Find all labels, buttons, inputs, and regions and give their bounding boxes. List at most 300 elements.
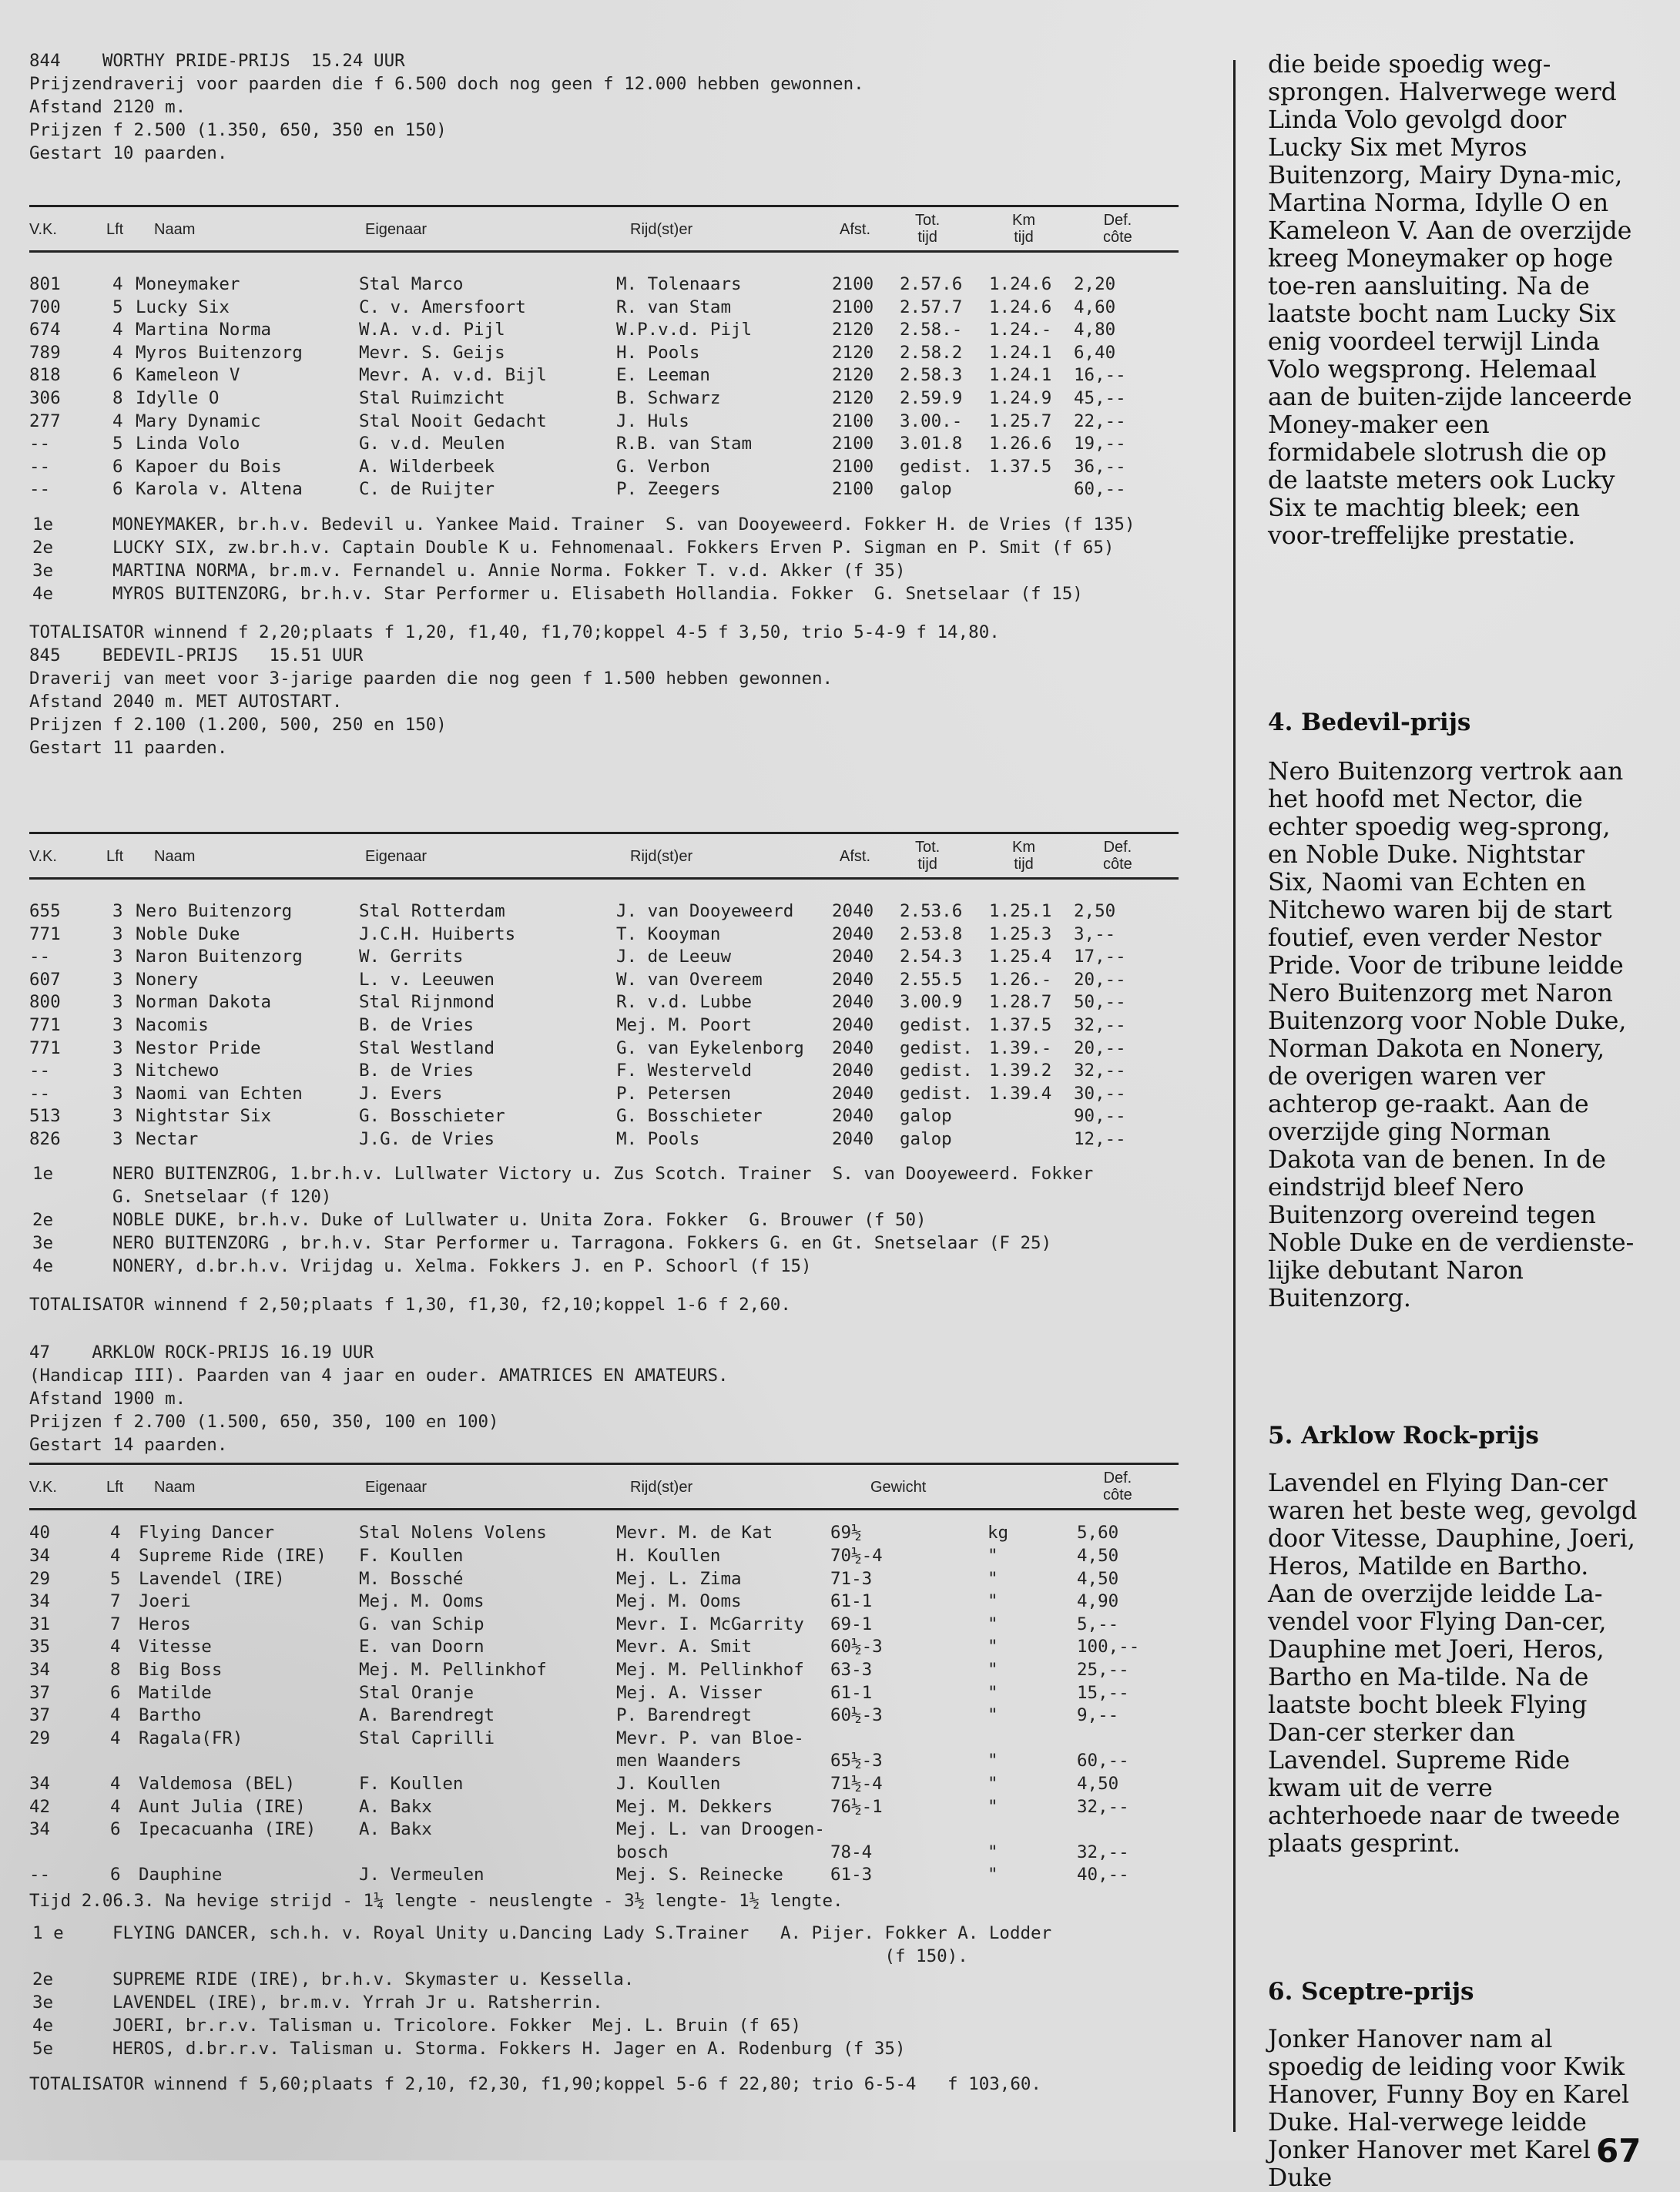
section-4-text: Nero Buitenzorg vertrok aan het hoofd met Nector, die echter spoedig weg-sprong, en Noble Duke. Nightstar Six, Naomi van Echten en Nitchewo waren bij de start foutief, even verder Nestor Pride. Voor de tribune leidde Nero Buitenzorg met Naron Buitenzorg voor Noble Duke, Norman Dakota en Nonery, de overigen waren ver achterop ge-raakt. Aan de overzijde ging Norman Dakota van de benen. In de eindstrijd bleef Nero Buitenzorg overeind tegen Noble Duke en de verdienste-lijke debutant Naron Buitenzorg. (1268, 758, 1635, 1312)
cell-vk: 34 (29, 1819, 51, 1840)
cell-lft: 4 (110, 1728, 121, 1748)
cell-def-cote: 4,80 (1074, 320, 1116, 340)
cell-naam: Heros (139, 1614, 191, 1634)
section-5-title: 5. Arklow Rock-prijs (1268, 1422, 1539, 1450)
intro-paragraph: die beide spoedig weg-sprongen. Halverwege werd Linda Volo gevolgd door Lucky Six met Myros Buitenzorg, Mairy Dyna-mic, Martina Norma, Idylle O en Kameleon V. Aan de overzijde kreeg Moneymaker op hoge toe-ren aansluiting. Na de laatste bocht nam Lucky Six enig voordeel terwijl Linda Volo wegsprong. Helemaal aan de buiten-zijde lanceerde Money-maker een formidabele slotrush die op de laatste meters ook Lucky Six te machtig bleek; een voor-treffelijke prestatie. (1268, 51, 1632, 550)
cell-rijder: Mej. L. Zima (616, 1568, 742, 1589)
race-title: 47 ARKLOW ROCK-PRIJS 16.19 UUR (29, 1342, 374, 1363)
cell-def-cote: 60,-- (1077, 1751, 1129, 1771)
cell-gewicht: 63-3 (830, 1660, 873, 1681)
finish-position: 5e (32, 2038, 54, 2059)
cell-def-cote: 9,-- (1077, 1705, 1119, 1726)
col-km-line2: tijd (1014, 229, 1034, 246)
cell-afst: 2040 (832, 1106, 874, 1127)
finish-line (29, 1945, 1185, 1968)
cell-naam: Joeri (139, 1591, 191, 1612)
cell-gewicht: 71-3 (830, 1568, 873, 1589)
col-afst: Afst. (840, 221, 871, 238)
finish-description: LAVENDEL (IRE), br.m.v. Yrrah Jr u. Ratsherrin. (112, 1992, 603, 2013)
column-divider (1233, 60, 1236, 2132)
result-row (29, 1014, 1185, 1037)
cell-def-cote: 4,50 (1077, 1774, 1119, 1794)
col-lft: Lft (106, 847, 124, 865)
finish-description: NONERY, d.br.h.v. Vrijdag u. Xelma. Fokkers J. en P. Schoorl (f 15) (112, 1256, 812, 1277)
cell-vk: 771 (29, 923, 61, 944)
cell-naam: Supreme Ride (IRE) (139, 1546, 327, 1567)
cell-rijder: H. Pools (616, 342, 700, 363)
cell-vk: 607 (29, 969, 61, 990)
column-header-row (29, 207, 1185, 250)
cell-eigenaar: F. Koullen (359, 1774, 464, 1794)
col-km (1012, 212, 1035, 246)
race-block (29, 644, 1185, 1336)
finish-description: NOBLE DUKE, br.h.v. Duke of Lullwater u. Unita Zora. Fokker G. Brouwer (f 50) (112, 1210, 927, 1231)
finish-position: 3e (32, 1992, 54, 2013)
finish-description: JOERI, br.r.v. Talisman u. Tricolore. Fokker Mej. L. Bruin (f 65) (112, 2015, 802, 2036)
result-row (29, 1704, 1185, 1727)
section-5-text: Lavendel en Flying Dan-cer waren het beste weg, gevolgd door Vitesse, Dauphine, Joeri, Heros, Matilde en Bartho. Aan de overzijde leidde La-vendel voor Flying Dan-cer, Dauphine met Joeri, Heros, Bartho en Ma-tilde. Na de laatste bocht bleek Flying Dan-cer sterker dan Lavendel. Supreme Ride kwam uit de verre achterhoede naar de tweede plaats gesprint. (1268, 1470, 1638, 1858)
cell-tot-tijd: 2.57.6 (900, 274, 963, 294)
cell-naam: Valdemosa (BEL) (139, 1774, 296, 1794)
cell-eenheid: " (988, 1865, 998, 1885)
cell-tot-tijd: 2.58.- (900, 320, 963, 340)
spacer (29, 2060, 1185, 2073)
cell-vk: -- (29, 479, 51, 500)
cell-eenheid: kg (988, 1523, 1009, 1543)
cell-eigenaar: A. Wilderbeek (359, 456, 495, 477)
finish-line (29, 1991, 1185, 2014)
cell-eigenaar: A. Barendregt (359, 1705, 495, 1726)
finish-line (29, 559, 1185, 582)
cell-eigenaar: G. van Schip (359, 1614, 485, 1634)
result-row (29, 432, 1185, 455)
cell-def-cote: 3,-- (1074, 923, 1116, 944)
cell-naam: Myros Buitenzorg (136, 342, 303, 363)
cell-eigenaar: Stal Nooit Gedacht (359, 411, 547, 431)
cell-vk: 31 (29, 1614, 51, 1634)
cell-naam: Nonery (136, 969, 199, 990)
spacer (29, 1510, 1185, 1521)
col-def (1103, 1470, 1132, 1503)
col-lft: Lft (106, 221, 124, 238)
cell-km-tijd: 1.24.6 (989, 297, 1052, 317)
finish-line (29, 2037, 1185, 2060)
col-gewicht: Gewicht (870, 1479, 927, 1497)
cell-afst: 2120 (832, 387, 874, 408)
result-row (29, 1567, 1185, 1590)
cell-def-cote: 2,20 (1074, 274, 1116, 294)
cell-lft: 8 (110, 1660, 121, 1681)
col-def (1103, 839, 1132, 873)
finish-position: 4e (32, 2015, 54, 2036)
col-naam: Naam (154, 221, 196, 238)
cell-rijder: J. Huls (616, 411, 689, 431)
cell-rijder: Mevr. M. de Kat (616, 1523, 773, 1543)
finish-position: 3e (32, 1233, 54, 1254)
finish-position: 1e (32, 1164, 54, 1185)
cell-def-cote: 32,-- (1074, 1014, 1126, 1035)
cell-naam: Bartho (139, 1705, 202, 1726)
col-def-line2: côte (1103, 229, 1132, 246)
cell-eigenaar: E. van Doorn (359, 1637, 485, 1657)
finish-description: NERO BUITENZORG , br.h.v. Star Performer u. Tarragona. Fokkers G. en Gt. Snetselaar (F 25) (112, 1233, 1052, 1254)
result-row (29, 455, 1185, 478)
cell-def-cote: 32,-- (1077, 1796, 1129, 1817)
cell-def-cote: 22,-- (1074, 411, 1126, 431)
spacer (29, 605, 1185, 621)
cell-km-tijd: 1.24.1 (989, 365, 1052, 386)
cell-tot-tijd: 3.00.9 (900, 992, 963, 1013)
spacer (29, 165, 1185, 205)
col-km-line1: Km (1012, 838, 1035, 856)
col-eigenaar: Eigenaar (365, 847, 428, 865)
cell-km-tijd: 1.24.9 (989, 387, 1052, 408)
cell-naam: Lucky Six (136, 297, 230, 317)
cell-eenheid: " (988, 1660, 998, 1681)
cell-def-cote: 36,-- (1074, 456, 1126, 477)
cell-afst: 2040 (832, 923, 874, 944)
result-row (29, 387, 1185, 410)
cell-naam: Martina Norma (136, 320, 272, 340)
report-column (1268, 51, 1638, 2192)
finish-line (29, 1255, 1185, 1278)
cell-rijder: men Waanders (616, 1751, 742, 1771)
cell-def-cote: 32,-- (1074, 1061, 1126, 1081)
cell-def-cote: 4,90 (1077, 1591, 1119, 1612)
cell-lft: 4 (110, 1546, 121, 1567)
result-row (29, 1521, 1185, 1544)
result-row (29, 1059, 1185, 1082)
cell-km-tijd: 1.25.4 (989, 947, 1052, 967)
cell-def-cote: 40,-- (1077, 1865, 1129, 1885)
cell-afst: 2040 (832, 900, 874, 921)
cell-naam: Linda Volo (136, 434, 240, 454)
race-condition: Afstand 2040 m. MET AUTOSTART. (29, 691, 343, 712)
cell-naam: Norman Dakota (136, 992, 272, 1013)
cell-gewicht: 61-3 (830, 1865, 873, 1885)
race-condition: Gestart 14 paarden. (29, 1435, 228, 1456)
cell-tot-tijd: galop (900, 479, 952, 500)
cell-km-tijd: 1.25.3 (989, 923, 1052, 944)
col-vk: V.K. (29, 1479, 57, 1497)
cell-eigenaar: G. Bosschieter (359, 1106, 505, 1127)
col-def-line2: côte (1103, 1486, 1132, 1504)
cell-rijder: Mej. L. van Droogen- (616, 1819, 825, 1840)
cell-tot-tijd: 2.55.5 (900, 969, 963, 990)
col-km-line2: tijd (1014, 855, 1034, 873)
result-row (29, 1544, 1185, 1567)
cell-lft: 4 (112, 320, 123, 340)
cell-vk: 29 (29, 1728, 51, 1748)
cell-rijder: Mej. M. Poort (616, 1014, 753, 1035)
totalisator-line: TOTALISATOR winnend f 2,50;plaats f 1,30, f1,30, f2,10;koppel 1-6 f 2,60. (29, 1295, 791, 1316)
result-row (29, 1128, 1185, 1151)
cell-tot-tijd: 2.58.3 (900, 365, 963, 386)
cell-tot-tijd: galop (900, 1128, 952, 1149)
cell-eenheid: " (988, 1682, 998, 1703)
cell-rijder: E. Leeman (616, 365, 710, 386)
cell-vk: -- (29, 434, 51, 454)
cell-rijder: Mevr. I. McGarrity (616, 1614, 804, 1634)
col-tot-line1: Tot. (915, 838, 941, 856)
cell-eigenaar: Stal Caprilli (359, 1728, 495, 1748)
result-row (29, 341, 1185, 364)
result-row (29, 1841, 1185, 1864)
cell-naam: Mary Dynamic (136, 411, 261, 431)
race-condition: Prijzen f 2.100 (1.200, 500, 250 en 150) (29, 714, 447, 735)
column-header-row (29, 1465, 1185, 1508)
result-row (29, 1727, 1185, 1750)
cell-vk: 789 (29, 342, 61, 363)
race-time-note: Tijd 2.06.3. Na hevige strijd - 1¼ lengte - neuslengte - 3½ lengte- 1½ lengte. (29, 1890, 843, 1911)
cell-naam: Nectar (136, 1128, 199, 1149)
cell-rijder: P. Zeegers (616, 479, 721, 500)
cell-def-cote: 6,40 (1074, 342, 1116, 363)
cell-lft: 5 (110, 1568, 121, 1589)
cell-rijder: M. Pools (616, 1128, 700, 1149)
race-block (29, 49, 1185, 644)
cell-gewicht: 69½ (830, 1523, 862, 1543)
result-row (29, 990, 1185, 1014)
cell-tot-tijd: 2.53.8 (900, 923, 963, 944)
cell-lft: 6 (112, 365, 123, 386)
cell-eigenaar: Stal Ruimzicht (359, 387, 505, 408)
cell-eigenaar: Stal Oranje (359, 1682, 474, 1703)
result-row (29, 968, 1185, 991)
cell-def-cote: 45,-- (1074, 387, 1126, 408)
cell-naam: Matilde (139, 1682, 212, 1703)
finish-description: MARTINA NORMA, br.m.v. Fernandel u. Annie Norma. Fokker T. v.d. Akker (f 35) (112, 560, 906, 581)
race-condition: Prijzen f 2.500 (1.350, 650, 350 en 150) (29, 120, 447, 140)
result-row (29, 1795, 1185, 1818)
spacer (29, 759, 1185, 832)
result-row (29, 900, 1185, 923)
finish-line (29, 536, 1185, 559)
cell-km-tijd: 1.24.- (989, 320, 1052, 340)
col-km-line1: Km (1012, 212, 1035, 229)
cell-tot-tijd: gedist. (900, 1083, 973, 1104)
cell-lft: 4 (112, 342, 123, 363)
race-condition: Gestart 11 paarden. (29, 737, 228, 758)
finish-line (29, 1232, 1185, 1255)
cell-tot-tijd: galop (900, 1106, 952, 1127)
cell-afst: 2100 (832, 434, 874, 454)
spacer (29, 1316, 1185, 1335)
cell-vk: 655 (29, 900, 61, 921)
finish-position: 1 e (32, 1922, 64, 1943)
race-title: 845 BEDEVIL-PRIJS 15.51 UUR (29, 645, 364, 665)
cell-eigenaar: J. Vermeulen (359, 1865, 485, 1885)
finish-description: (f 150). (112, 1946, 968, 1966)
cell-vk: 826 (29, 1128, 61, 1149)
finish-line (29, 1185, 1185, 1208)
cell-naam: Moneymaker (136, 274, 240, 294)
cell-eenheid: " (988, 1842, 998, 1862)
cell-lft: 3 (112, 992, 123, 1013)
result-row (29, 1681, 1185, 1704)
cell-lft: 3 (112, 969, 123, 990)
col-tot-line2: tijd (917, 855, 937, 873)
col-def-line2: côte (1103, 855, 1132, 873)
finish-line (29, 513, 1185, 536)
cell-eigenaar: A. Bakx (359, 1819, 432, 1840)
cell-km-tijd: 1.39.2 (989, 1061, 1052, 1081)
result-row (29, 1082, 1185, 1105)
finish-description: SUPREME RIDE (IRE), br.h.v. Skymaster u. Kessella. (112, 1969, 635, 1989)
cell-def-cote: 20,-- (1074, 969, 1126, 990)
cell-lft: 6 (110, 1819, 121, 1840)
cell-def-cote: 19,-- (1074, 434, 1126, 454)
cell-rijder: Mej. M. Dekkers (616, 1796, 773, 1817)
result-row (29, 1818, 1185, 1841)
cell-km-tijd: 1.28.7 (989, 992, 1052, 1013)
cell-naam: Nero Buitenzorg (136, 900, 293, 921)
cell-rijder: G. van Eykelenborg (616, 1037, 804, 1058)
cell-rijder: Mej. A. Visser (616, 1682, 763, 1703)
finish-description: MONEYMAKER, br.h.v. Bedevil u. Yankee Maid. Trainer S. van Dooyeweerd. Fokker H. de Vries (f 135) (112, 514, 1135, 535)
cell-vk: 277 (29, 411, 61, 431)
result-row (29, 364, 1185, 387)
finish-line (29, 1922, 1185, 1945)
race-block (29, 1341, 1185, 2114)
cell-tot-tijd: 2.58.2 (900, 342, 963, 363)
cell-def-cote: 15,-- (1077, 1682, 1129, 1703)
finish-description: FLYING DANCER, sch.h. v. Royal Unity u.Dancing Lady S.Trainer A. Pijer. Fokker A. Lodder (112, 1922, 1052, 1943)
cell-afst: 2040 (832, 1014, 874, 1035)
cell-km-tijd: 1.37.5 (989, 456, 1052, 477)
cell-lft: 4 (110, 1796, 121, 1817)
cell-afst: 2100 (832, 274, 874, 294)
cell-naam: Nacomis (136, 1014, 209, 1035)
finish-line (29, 1162, 1185, 1185)
cell-gewicht: 76½-1 (830, 1796, 883, 1817)
cell-def-cote: 20,-- (1074, 1037, 1126, 1058)
cell-eigenaar: W.A. v.d. Pijl (359, 320, 505, 340)
result-row (29, 318, 1185, 341)
cell-afst: 2040 (832, 1037, 874, 1058)
cell-lft: 3 (112, 1014, 123, 1035)
col-rijder: Rijd(st)er (630, 221, 693, 238)
cell-vk: -- (29, 1061, 51, 1081)
result-row (29, 945, 1185, 968)
finish-line (29, 2014, 1185, 2037)
cell-vk: 37 (29, 1705, 51, 1726)
cell-eigenaar: B. de Vries (359, 1061, 474, 1081)
col-rijder: Rijd(st)er (630, 847, 693, 865)
cell-tot-tijd: 3.01.8 (900, 434, 963, 454)
cell-afst: 2040 (832, 969, 874, 990)
cell-km-tijd: 1.24.6 (989, 274, 1052, 294)
cell-eigenaar: M. Bossché (359, 1568, 464, 1589)
cell-lft: 3 (112, 1083, 123, 1104)
totalisator-line: TOTALISATOR winnend f 2,20;plaats f 1,20, f1,40, f1,70;koppel 4-5 f 3,50, trio 5-4-9 f 14,80. (29, 622, 1000, 642)
col-vk: V.K. (29, 847, 57, 865)
finish-position: 2e (32, 1210, 54, 1231)
cell-afst: 2120 (832, 320, 874, 340)
cell-vk: 818 (29, 365, 61, 386)
cell-lft: 4 (110, 1705, 121, 1726)
cell-vk: -- (29, 947, 51, 967)
cell-lft: 3 (112, 1106, 123, 1127)
race-condition: Draverij van meet voor 3-jarige paarden die nog geen f 1.500 hebben gewonnen. (29, 668, 833, 689)
cell-tot-tijd: gedist. (900, 1037, 973, 1058)
cell-lft: 6 (112, 479, 123, 500)
cell-vk: 771 (29, 1014, 61, 1035)
cell-vk: 37 (29, 1682, 51, 1703)
cell-vk: 34 (29, 1660, 51, 1681)
cell-naam: Naomi van Echten (136, 1083, 303, 1104)
finish-position: 4e (32, 583, 54, 604)
cell-def-cote: 5,60 (1077, 1523, 1119, 1543)
col-eigenaar: Eigenaar (365, 221, 428, 238)
cell-eigenaar: J.C.H. Huiberts (359, 923, 516, 944)
cell-lft: 6 (110, 1682, 121, 1703)
cell-gewicht: 69-1 (830, 1614, 873, 1634)
cell-naam: Ipecacuanha (IRE) (139, 1819, 317, 1840)
cell-lft: 4 (112, 411, 123, 431)
cell-naam: Kameleon V (136, 365, 240, 386)
cell-eenheid: " (988, 1614, 998, 1634)
cell-afst: 2040 (832, 992, 874, 1013)
cell-def-cote: 30,-- (1074, 1083, 1126, 1104)
cell-gewicht: 65½-3 (830, 1751, 883, 1771)
cell-lft: 3 (112, 1061, 123, 1081)
cell-tot-tijd: gedist. (900, 1061, 973, 1081)
col-def-line1: Def. (1103, 838, 1132, 856)
cell-rijder: R. van Stam (616, 297, 732, 317)
cell-vk: 40 (29, 1523, 51, 1543)
race-condition: Afstand 1900 m. (29, 1389, 186, 1409)
cell-naam: Nestor Pride (136, 1037, 261, 1058)
finish-position: 1e (32, 514, 54, 535)
cell-rijder: J. Koullen (616, 1774, 721, 1794)
cell-naam: Dauphine (139, 1865, 223, 1885)
result-row (29, 1590, 1185, 1613)
cell-naam: Karola v. Altena (136, 479, 303, 500)
cell-eigenaar: Stal Nolens Volens (359, 1523, 547, 1543)
race-condition: Prijzen f 2.700 (1.500, 650, 350, 100 en 100) (29, 1412, 499, 1433)
cell-eigenaar: Mevr. A. v.d. Bijl (359, 365, 547, 386)
cell-vk: 42 (29, 1796, 51, 1817)
cell-afst: 2120 (832, 342, 874, 363)
cell-lft: 3 (112, 1128, 123, 1149)
cell-km-tijd: 1.26.6 (989, 434, 1052, 454)
cell-eigenaar: G. v.d. Meulen (359, 434, 505, 454)
col-tot-line1: Tot. (915, 212, 941, 229)
cell-tot-tijd: 2.54.3 (900, 947, 963, 967)
cell-rijder: F. Westerveld (616, 1061, 753, 1081)
cell-eigenaar: Mevr. S. Geijs (359, 342, 505, 363)
col-def-line1: Def. (1103, 212, 1132, 229)
cell-vk: 700 (29, 297, 61, 317)
cell-eigenaar: Stal Rijnmond (359, 992, 495, 1013)
cell-afst: 2040 (832, 947, 874, 967)
cell-naam: Idylle O (136, 387, 220, 408)
race-condition: (Handicap III). Paarden van 4 jaar en ouder. AMATRICES EN AMATEURS. (29, 1366, 729, 1386)
col-tot-line2: tijd (917, 229, 937, 246)
spacer (29, 880, 1185, 900)
section-4-title: 4. Bedevil-prijs (1268, 709, 1471, 736)
cell-eigenaar: Stal Westland (359, 1037, 495, 1058)
cell-vk: 674 (29, 320, 61, 340)
finish-description: MYROS BUITENZORG, br.h.v. Star Performer u. Elisabeth Hollandia. Fokker G. Snetselaar (f 15) (112, 583, 1083, 604)
col-rijder: Rijd(st)er (630, 1479, 693, 1497)
cell-rijder: Mevr. P. van Bloe- (616, 1728, 804, 1748)
cell-vk: 771 (29, 1037, 61, 1058)
cell-tot-tijd: 3.00.- (900, 411, 963, 431)
cell-eigenaar: Stal Rotterdam (359, 900, 505, 921)
col-lft: Lft (106, 1479, 124, 1497)
